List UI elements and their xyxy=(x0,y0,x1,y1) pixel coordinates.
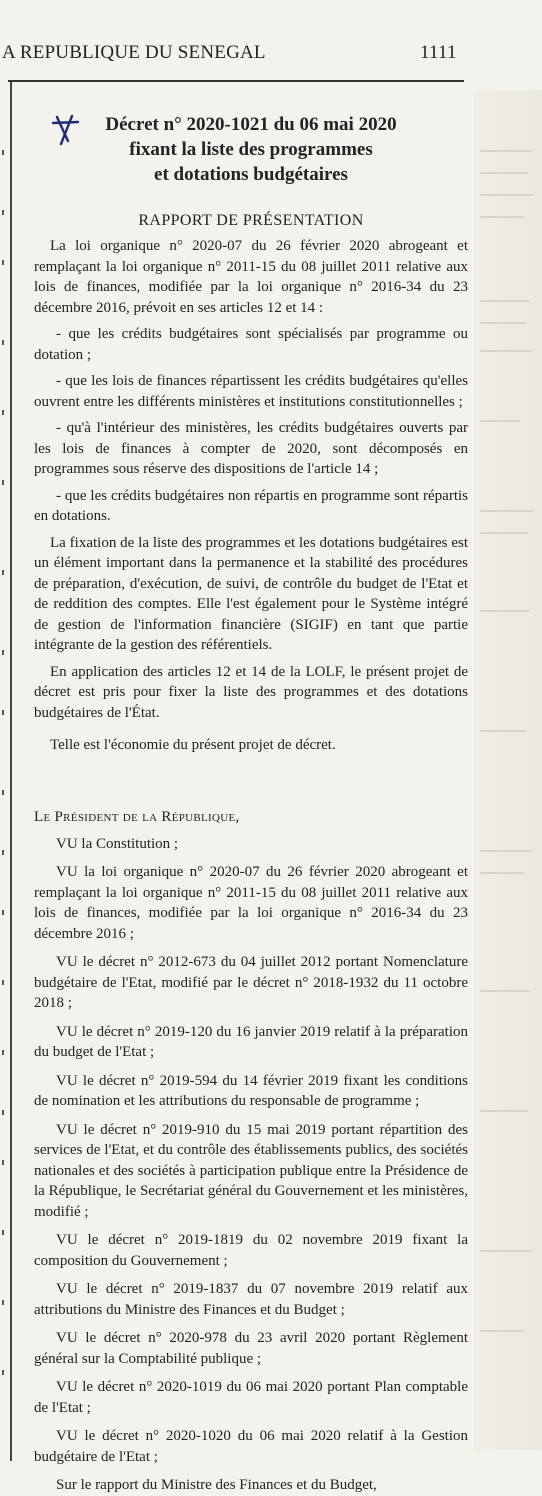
column-rule xyxy=(10,81,12,1461)
rapport-item-3: - qu'à l'intérieur des ministères, les crédits budgétaires ouverts par les lois de finances à compter de 2020, sont décomposés en programmes sous réserve des dispositions de l'article 14 ; xyxy=(34,420,468,477)
decree-title-line-1: Décret n° 2020-1021 du 06 mai 2020 xyxy=(105,114,397,135)
rapport-paragraph-3: En application des articles 12 et 14 de la LOLF, le présent projet de décret est pris pour fixer la liste des programmes et des dotations budgétaires de l'État. xyxy=(34,663,468,721)
decree-title-line-3: et dotations budgétaires xyxy=(154,164,348,185)
visa-2: VU la loi organique n° 2020-07 du 26 février 2020 abrogeant et remplaçant la loi organique n° 2011-15 du 08 juillet 2011 relative aux lois de finances, modifiée par la loi organique n° 2016-34 du 23 décembre 2016 ; xyxy=(34,864,468,942)
visa-7: VU le décret n° 2019-1819 du 02 novembre 2019 fixant la composition du Gouvernement ; xyxy=(34,1232,468,1269)
visa-10: VU le décret n° 2020-1019 du 06 mai 2020 portant Plan comptable de l'Etat ; xyxy=(34,1379,468,1416)
facing-page-bleed-through xyxy=(474,90,542,1450)
rapport-paragraph-2: La fixation de la liste des programmes et les dotations budgétaires est un élément important dans la permanence et la stabilité des procédures de préparation, d'exécution, de suivi, de contrôle du budget de l'Etat et de reddition des comptes. Elle l'est également pour le Système intégré de gestion de l'information financière (SIGIF) en tant que partie intégrante de la gestion des référentiels. xyxy=(34,534,468,653)
header-rule xyxy=(8,80,464,82)
margin-marks xyxy=(0,150,6,1450)
visa-6: VU le décret n° 2019-910 du 15 mai 2019 portant répartition des services de l'Etat, et du contrôle des établissements publics, des sociétés nationales et des sociétés à participation publique entre la Présidence de la République, le Secrétariat général du Gouvernement et les ministères, modifié ; xyxy=(34,1121,468,1220)
visa-4: VU le décret n° 2019-120 du 16 janvier 2019 relatif à la préparation du budget de l'Etat ; xyxy=(34,1023,468,1060)
rapport-paragraph-4: Telle est l'économie du présent projet de décret. xyxy=(50,737,336,753)
closing-line: Sur le rapport du Ministre des Finances et du Budget, xyxy=(56,1477,377,1493)
visa-3: VU le décret n° 2012-673 du 04 juillet 2012 portant Nomenclature budgétaire de l'Etat, modifié par le décret n° 2018-1932 du 11 octobre 2018 ; xyxy=(34,954,468,1011)
rapport-item-1: - que les crédits budgétaires sont spécialisés par programme ou dotation ; xyxy=(34,326,468,363)
rapport-item-2: - que les lois de finances répartissent les crédits budgétaires qu'elles ouvrent entre les différents ministères et institutions constitutionnelles ; xyxy=(34,373,468,410)
asterisk-pen-mark-icon xyxy=(49,114,81,146)
page-content xyxy=(34,112,468,1496)
visa-1: VU la Constitution ; xyxy=(56,835,179,852)
visa-8: VU le décret n° 2019-1837 du 07 novembre 2019 relatif aux attributions du Ministre des Finances et du Budget ; xyxy=(34,1281,468,1318)
rapport-item-4: - que les crédits budgétaires non répartis en programme sont répartis en dotations. xyxy=(34,487,468,524)
visa-9: VU le décret n° 2020-978 du 23 avril 2020 portant Règlement général sur la Comptabilité publique ; xyxy=(34,1330,468,1367)
president-heading: Le Président de la République, xyxy=(34,808,240,825)
decree-title xyxy=(34,112,468,187)
visa-11: VU le décret n° 2020-1020 du 06 mai 2020 relatif à la Gestion budgétaire de l'Etat ; xyxy=(34,1428,468,1465)
page-number: 1111 xyxy=(420,42,457,63)
journal-title: A REPUBLIQUE DU SENEGAL xyxy=(2,42,266,63)
decree-title-line-2: fixant la liste des programmes xyxy=(129,139,373,160)
page-header xyxy=(0,42,542,72)
rapport-heading: RAPPORT DE PRÉSENTATION xyxy=(138,212,364,229)
visa-5: VU le décret n° 2019-594 du 14 février 2019 fixant les conditions de nomination et les attributions du responsable de programme ; xyxy=(34,1072,468,1109)
rapport-intro: La loi organique n° 2020-07 du 26 février 2020 abrogeant et remplaçant la loi organique n° 2011-15 du 08 juillet 2011 relative aux lois de finances, modifiée par la loi organique n° 2016-34 du 23 décembre 2016, prévoit en ses articles 12 et 14 : xyxy=(34,238,468,316)
